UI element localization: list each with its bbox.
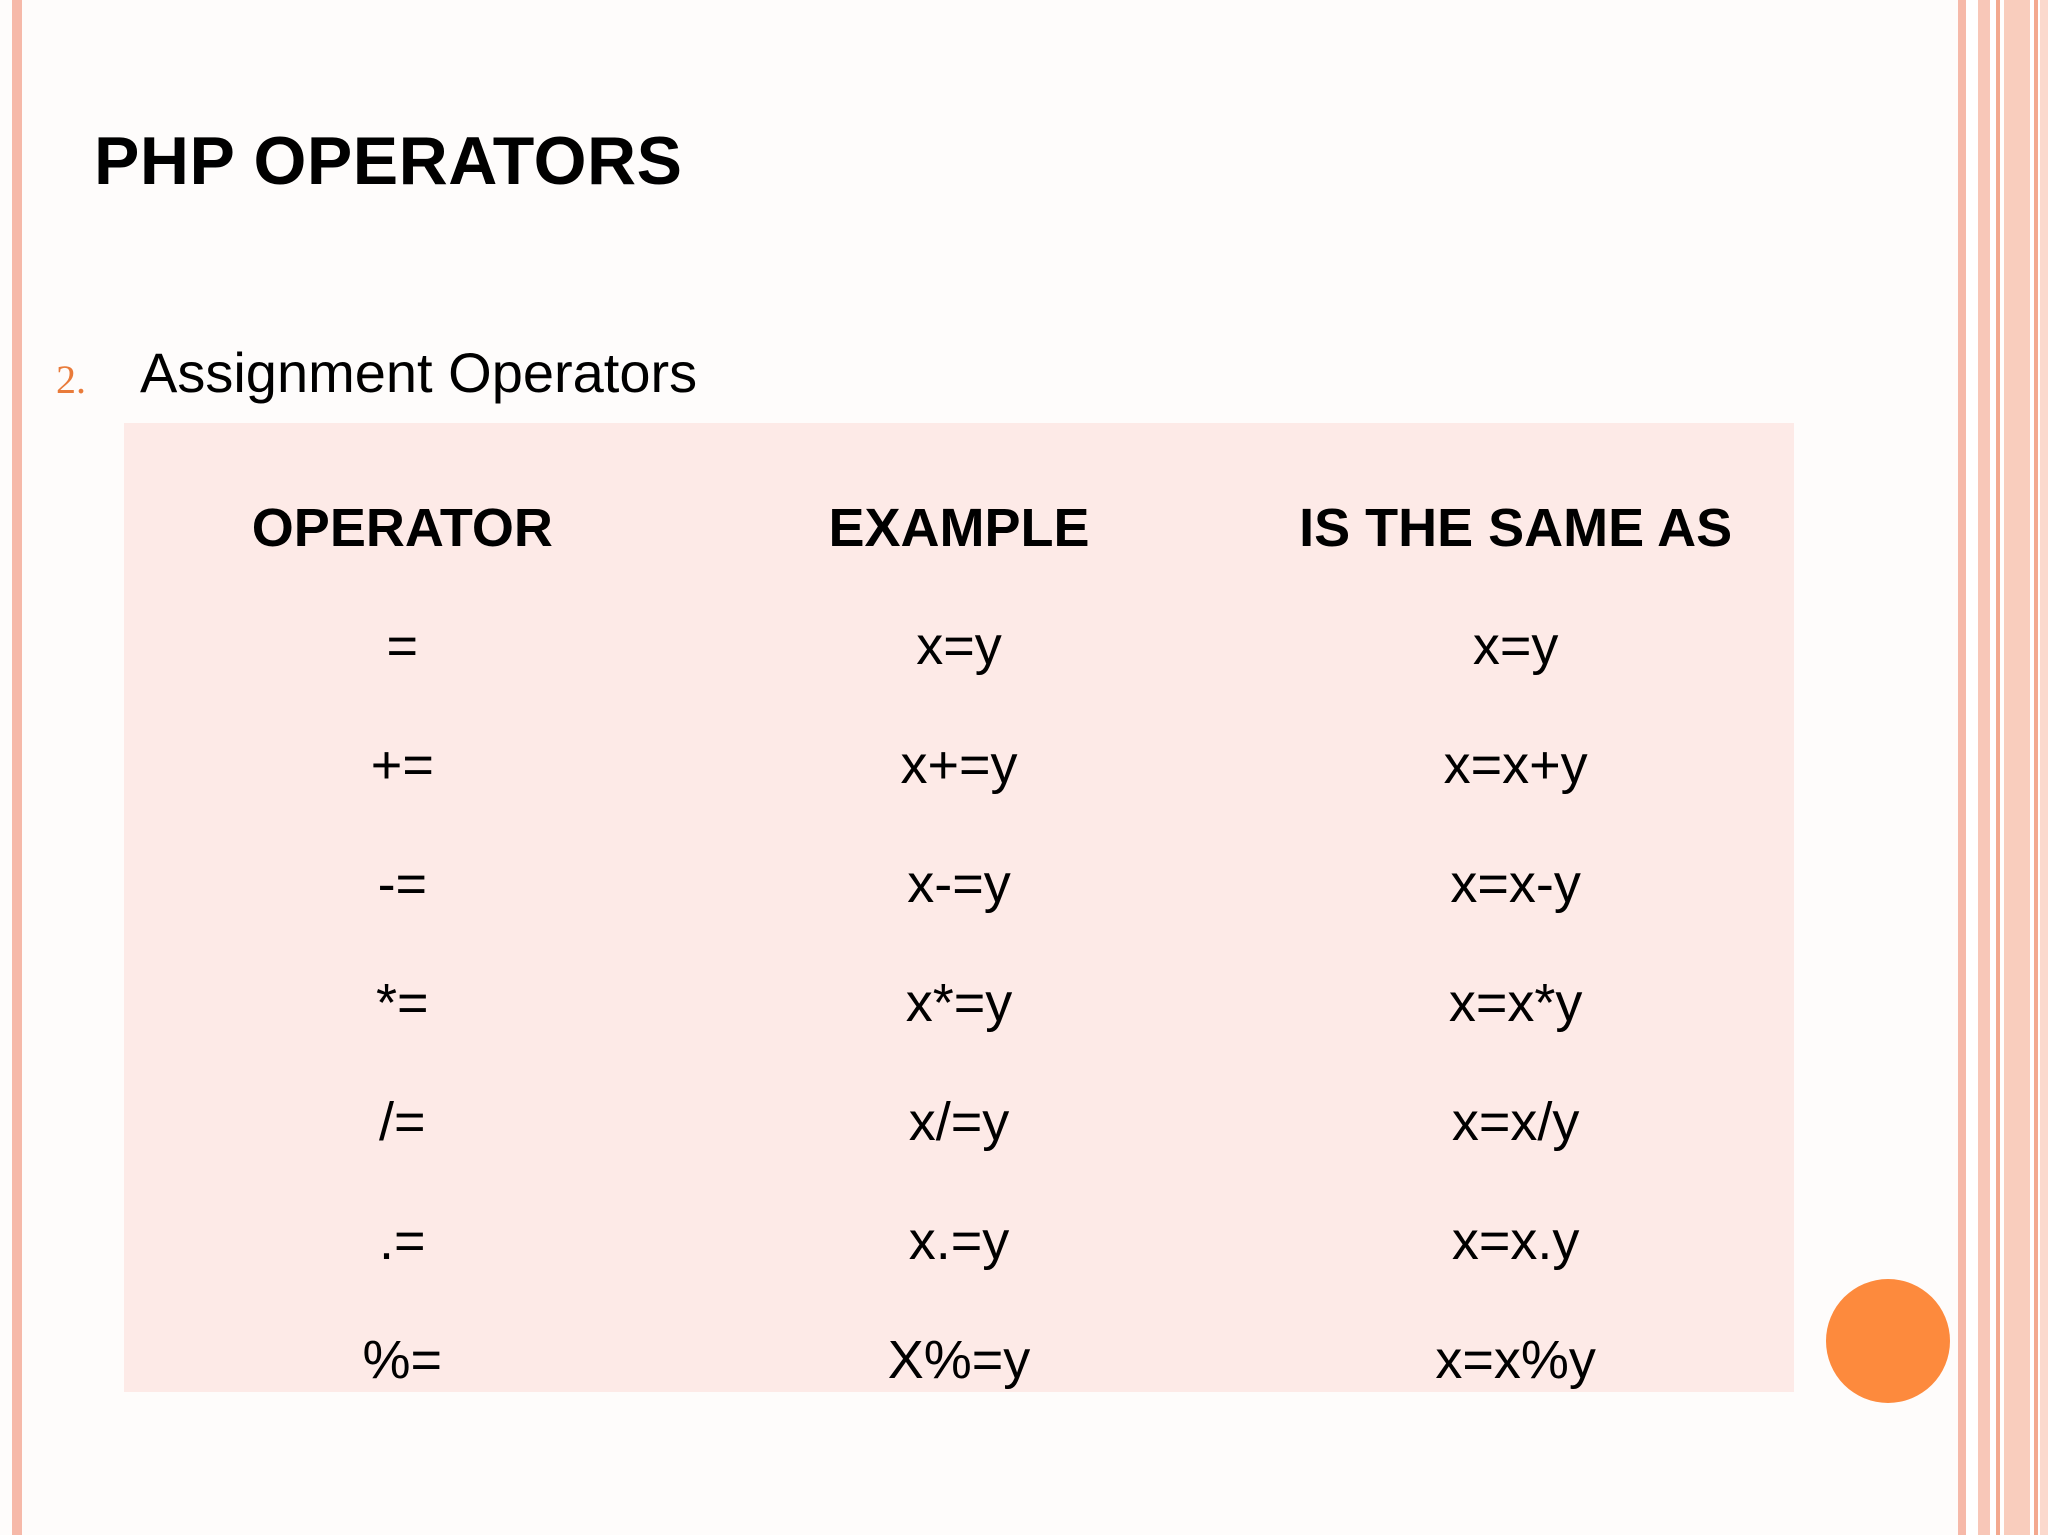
operator-cell: = — [386, 615, 419, 676]
operators-table — [124, 470, 1794, 1419]
right-stripe — [1958, 0, 1966, 1535]
table-row — [124, 824, 1794, 943]
operator-cell: .= — [379, 1210, 426, 1271]
slide-title: PHP OPERATORS — [94, 123, 683, 199]
example-cell: x+=y — [900, 734, 1018, 795]
right-stripe — [1996, 0, 2000, 1535]
table-row — [124, 1062, 1794, 1181]
header-same-as: IS THE SAME AS — [1299, 498, 1733, 558]
operator-cell: *= — [376, 972, 429, 1033]
right-stripe — [2004, 0, 2030, 1535]
same-as-cell: x=x+y — [1443, 734, 1588, 795]
table-row — [124, 705, 1794, 824]
same-as-cell: x=x.y — [1451, 1210, 1580, 1271]
example-cell: x.=y — [908, 1210, 1010, 1271]
bullet-number: 2. — [56, 357, 86, 402]
same-as-cell: x=y — [1472, 615, 1559, 676]
right-stripe — [2034, 0, 2038, 1535]
same-as-cell: x=x*y — [1448, 972, 1583, 1033]
example-cell: x*=y — [905, 972, 1013, 1033]
operator-cell: -= — [377, 853, 428, 914]
operator-cell: /= — [379, 1091, 426, 1152]
same-as-cell: x=x-y — [1450, 853, 1581, 914]
operator-cell: %= — [362, 1329, 443, 1390]
table-row — [124, 1300, 1794, 1419]
bullet-text: Assignment Operators — [140, 341, 698, 404]
example-cell: x-=y — [907, 853, 1011, 914]
example-cell: X%=y — [887, 1329, 1031, 1390]
left-frame-stripe — [12, 0, 22, 1535]
right-stripe — [1978, 0, 1990, 1535]
right-stripe — [2040, 0, 2048, 1535]
table-header-row — [124, 470, 1794, 586]
example-cell: x/=y — [908, 1091, 1010, 1152]
example-cell: x=y — [916, 615, 1002, 676]
table-row — [124, 586, 1794, 705]
header-operator: OPERATOR — [251, 498, 553, 558]
same-as-cell: x=x%y — [1435, 1329, 1596, 1390]
header-example: EXAMPLE — [828, 498, 1090, 558]
table-row — [124, 1181, 1794, 1300]
same-as-cell: x=x/y — [1451, 1091, 1580, 1152]
orange-circle-decoration — [1826, 1279, 1950, 1403]
table-row — [124, 943, 1794, 1062]
operator-cell: += — [370, 734, 434, 795]
